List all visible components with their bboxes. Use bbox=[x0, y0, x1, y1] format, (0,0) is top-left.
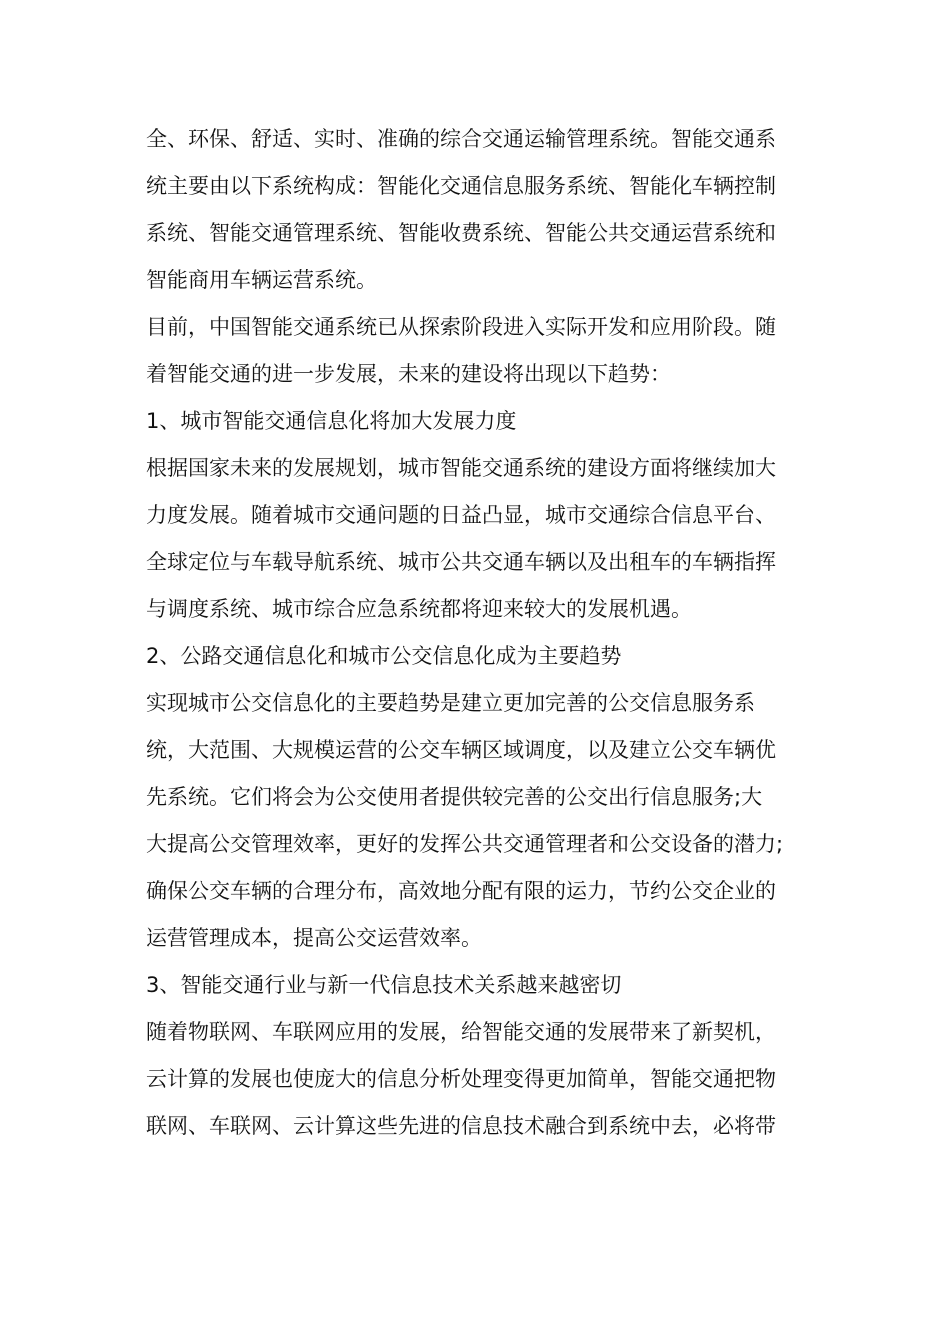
text-line: 系统、智能交通管理系统、智能收费系统、智能公共交通运营系统和 bbox=[146, 221, 776, 245]
text-line: 着智能交通的进一步发展，未来的建设将出现以下趋势： bbox=[146, 362, 671, 386]
text-line: 云计算的发展也使庞大的信息分析处理变得更加简单，智能交通把物 bbox=[146, 1067, 776, 1091]
text-line: 运营管理成本，提高公交运营效率。 bbox=[146, 926, 482, 950]
section-heading: 1、城市智能交通信息化将加大发展力度 bbox=[146, 409, 517, 433]
text-line: 随着物联网、车联网应用的发展，给智能交通的发展带来了新契机， bbox=[146, 1020, 776, 1044]
document-body bbox=[146, 116, 810, 1150]
text-line: 先系统。它们将会为公交使用者提供较完善的公交出行信息服务;大 bbox=[146, 785, 763, 809]
text-line: 联网、车联网、云计算这些先进的信息技术融合到系统中去，必将带 bbox=[146, 1114, 776, 1138]
text-line: 与调度系统、城市综合应急系统都将迎来较大的发展机遇。 bbox=[146, 597, 692, 621]
text-line: 全球定位与车载导航系统、城市公共交通车辆以及出租车的车辆指挥 bbox=[146, 550, 776, 574]
text-line: 目前，中国智能交通系统已从探索阶段进入实际开发和应用阶段。随 bbox=[146, 315, 776, 339]
text-line: 力度发展。随着城市交通问题的日益凸显，城市交通综合信息平台、 bbox=[146, 503, 776, 527]
text-line: 全、环保、舒适、实时、准确的综合交通运输管理系统。智能交通系 bbox=[146, 127, 776, 151]
text-line: 实现城市公交信息化的主要趋势是建立更加完善的公交信息服务系 bbox=[146, 691, 755, 715]
text-line: 大提高公交管理效率，更好的发挥公共交通管理者和公交设备的潜力; bbox=[146, 832, 784, 856]
section-heading: 2、公路交通信息化和城市公交信息化成为主要趋势 bbox=[146, 644, 622, 668]
section-heading: 3、智能交通行业与新一代信息技术关系越来越密切 bbox=[146, 973, 622, 997]
text-line: 智能商用车辆运营系统。 bbox=[146, 268, 377, 292]
text-line: 确保公交车辆的合理分布，高效地分配有限的运力，节约公交企业的 bbox=[146, 879, 776, 903]
text-line: 统主要由以下系统构成：智能化交通信息服务系统、智能化车辆控制 bbox=[146, 174, 776, 198]
text-line: 根据国家未来的发展规划，城市智能交通系统的建设方面将继续加大 bbox=[146, 456, 776, 480]
text-line: 统，大范围、大规模运营的公交车辆区域调度，以及建立公交车辆优 bbox=[146, 738, 776, 762]
